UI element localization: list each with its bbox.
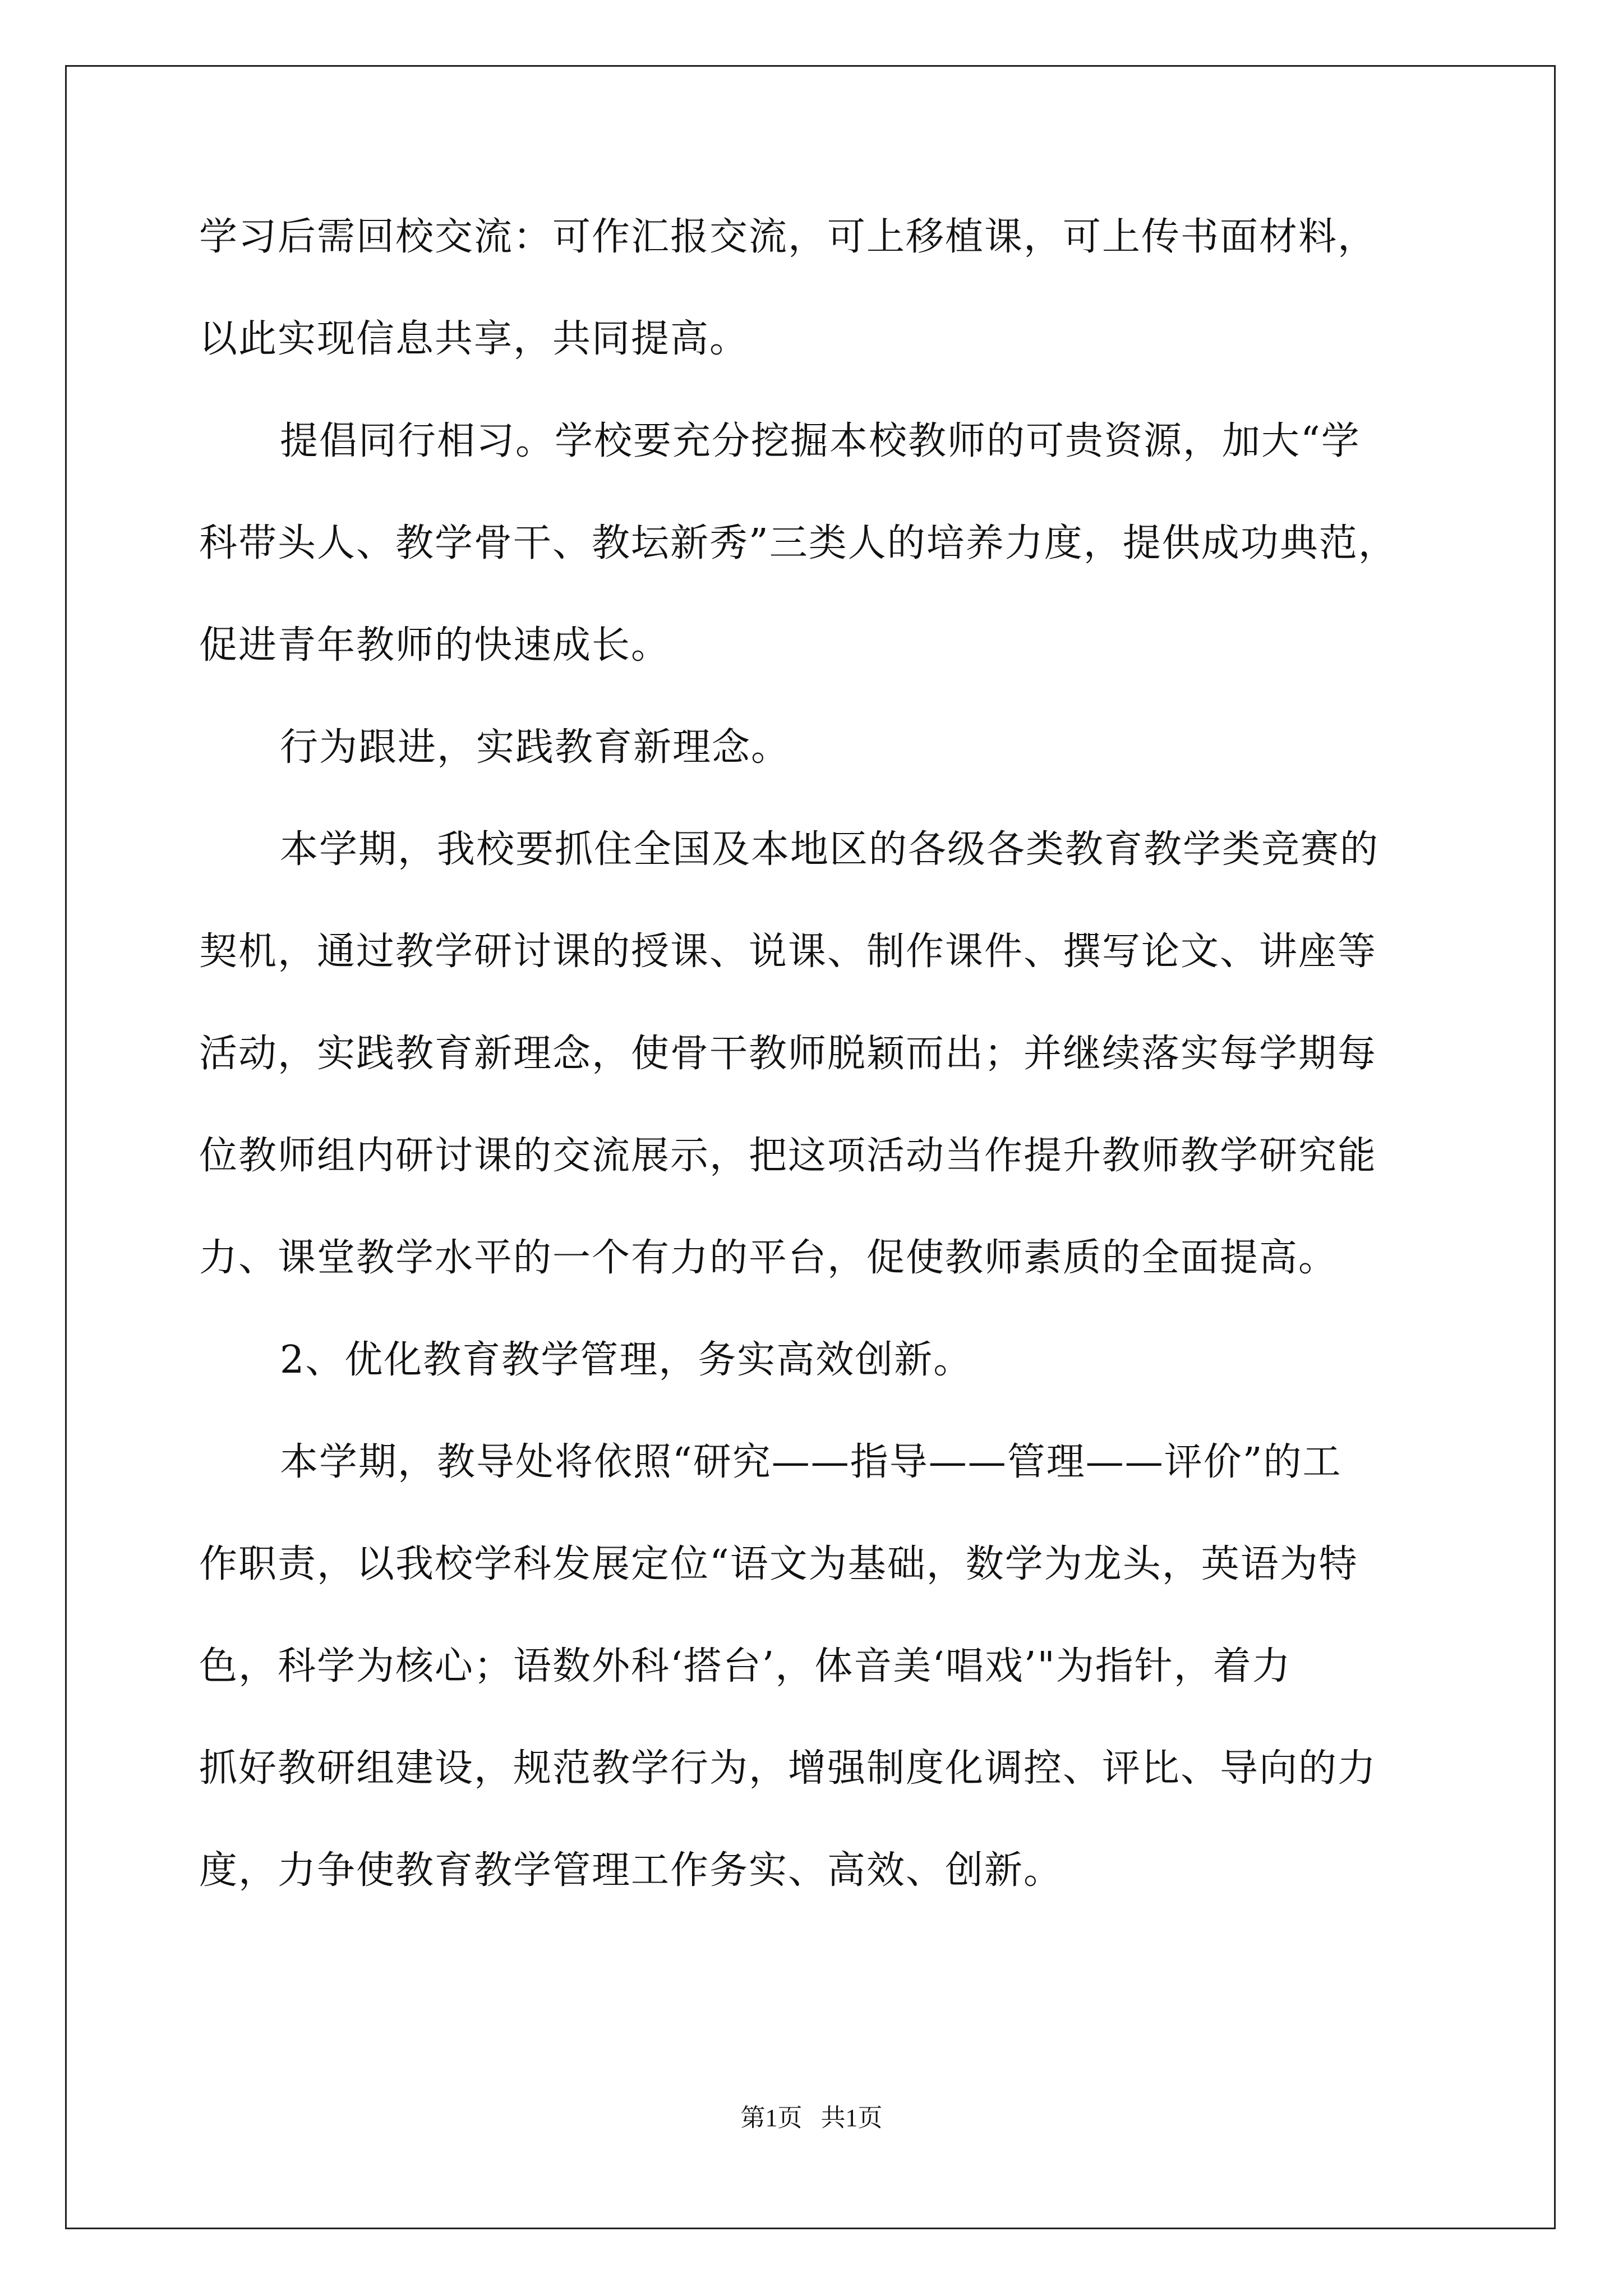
text-line: 科带头人、教学骨干、教坛新秀”三类人的培养力度，提供成功典范， xyxy=(199,521,1398,565)
text-line: 本学期，我校要抓住全国及本地区的各级各类教育教学类竞赛的 xyxy=(280,827,1380,872)
text-line: 本学期，教导处将依照“研究——指导——管理——评价”的工 xyxy=(280,1440,1342,1484)
text-line: 提倡同行相习。学校要充分挖掘本校教师的可贵资源，加大“学 xyxy=(280,419,1361,463)
text-line: 2、优化教育教学管理，务实高效创新。 xyxy=(280,1338,973,1382)
text-line: 以此实现信息共享，共同提高。 xyxy=(199,317,749,361)
text-line: 作职责，以我校学科发展定位“语文为基础，数学为龙头，英语为特 xyxy=(199,1542,1358,1586)
document-body xyxy=(199,213,1461,1949)
text-line: 抓好教研组建设，规范教学行为，增强制度化调控、评比、导向的力 xyxy=(199,1746,1377,1791)
text-line: 位教师组内研讨课的交流展示，把这项活动当作提升教师教学研究能 xyxy=(199,1134,1377,1178)
text-line: 促进青年教师的快速成长。 xyxy=(199,623,671,668)
page-number: 第1页 共1页 xyxy=(740,2104,883,2132)
text-line: 契机，通过教学研讨课的授课、说课、制作课件、撰写论文、讲座等 xyxy=(199,930,1377,974)
text-line: 色，科学为核心；语数外科‘搭台’，体音美‘唱戏’"为指针，着力 xyxy=(199,1644,1292,1688)
text-line: 度，力争使教育教学管理工作务实、高效、创新。 xyxy=(199,1848,1063,1893)
page-footer xyxy=(0,2102,1623,2134)
text-line: 学习后需回校交流：可作汇报交流，可上移植课，可上传书面材料， xyxy=(199,215,1377,259)
text-line: 活动，实践教育新理念，使骨干教师脱颖而出；并继续落实每学期每 xyxy=(199,1032,1377,1076)
text-line: 行为跟进，实践教育新理念。 xyxy=(280,725,791,770)
text-line: 力、课堂教学水平的一个有力的平台，促使教师素质的全面提高。 xyxy=(199,1236,1338,1280)
